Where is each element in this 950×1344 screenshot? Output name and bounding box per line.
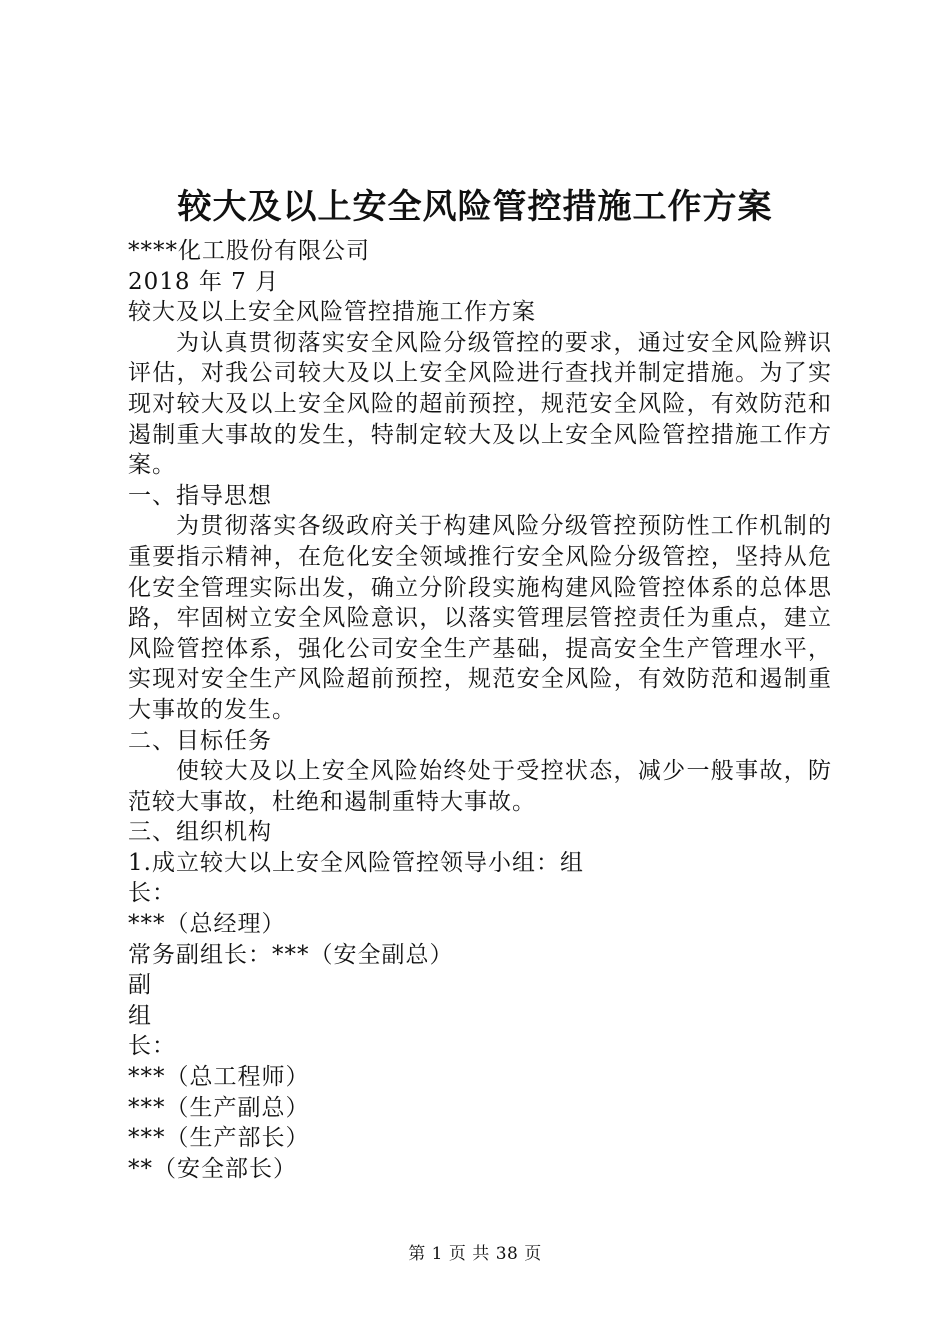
deputy-label-char-1: 副 [128, 972, 152, 999]
section-heading-organization: 三、组织机构 [128, 819, 272, 846]
document-body [128, 236, 832, 1184]
document-date: 2018 年 7 月 [128, 268, 280, 295]
document-title: 较大及以上安全风险管控措施工作方案 [177, 187, 773, 227]
deputy-member-4: **（安全部长） [128, 1155, 297, 1182]
leadership-group-line: 1.成立较大以上安全风险管控领导小组：组 [128, 849, 584, 876]
deputy-label-char-2: 组 [128, 1002, 152, 1029]
guiding-ideology-paragraph: 为贯彻落实各级政府关于构建风险分级管控预防性工作机制的重要指示精神，在危化安全领域推行安全风险分级管控，坚持从危化安全管理实际出发，确立分阶段实施构建风险管控体系的总体思路，牢固树立安全风险意识，以落实管理层管控责任为重点，建立风险管控体系，强化公司安全生产基础，提高安全生产管理水平，实现对安全生产风险超前预控，规范安全风险，有效防范和遏制重大事故的发生。 [128, 513, 832, 723]
deputy-label-char-3: 长： [128, 1033, 176, 1060]
leader-name: ***（总经理） [128, 911, 286, 938]
company-name: ****化工股份有限公司 [128, 238, 370, 264]
section-heading-goals: 二、目标任务 [128, 727, 272, 754]
deputy-member-1: ***（总工程师） [128, 1064, 310, 1091]
section-heading-guiding-ideology: 一、指导思想 [128, 482, 272, 509]
leader-label: 长： [128, 880, 176, 907]
deputy-member-3: ***（生产部长） [128, 1125, 310, 1152]
document-subtitle: 较大及以上安全风险管控措施工作方案 [128, 299, 536, 326]
page-footer: 第 1 页 共 38 页 [408, 1244, 542, 1264]
deputy-member-2: ***（生产副总） [128, 1094, 310, 1121]
goals-paragraph: 使较大及以上安全风险始终处于受控状态，减少一般事故，防范较大事故，杜绝和遏制重特大事故。 [128, 758, 832, 815]
intro-paragraph: 为认真贯彻落实安全风险分级管控的要求，通过安全风险辨识评估，对我公司较大及以上安全风险进行查找并制定措施。为了实现对较大及以上安全风险的超前预控，规范安全风险，有效防范和遏制重大事故的发生，特制定较大及以上安全风险管控措施工作方案。 [128, 329, 832, 479]
executive-deputy-leader: 常务副组长：***（安全副总） [128, 941, 454, 968]
